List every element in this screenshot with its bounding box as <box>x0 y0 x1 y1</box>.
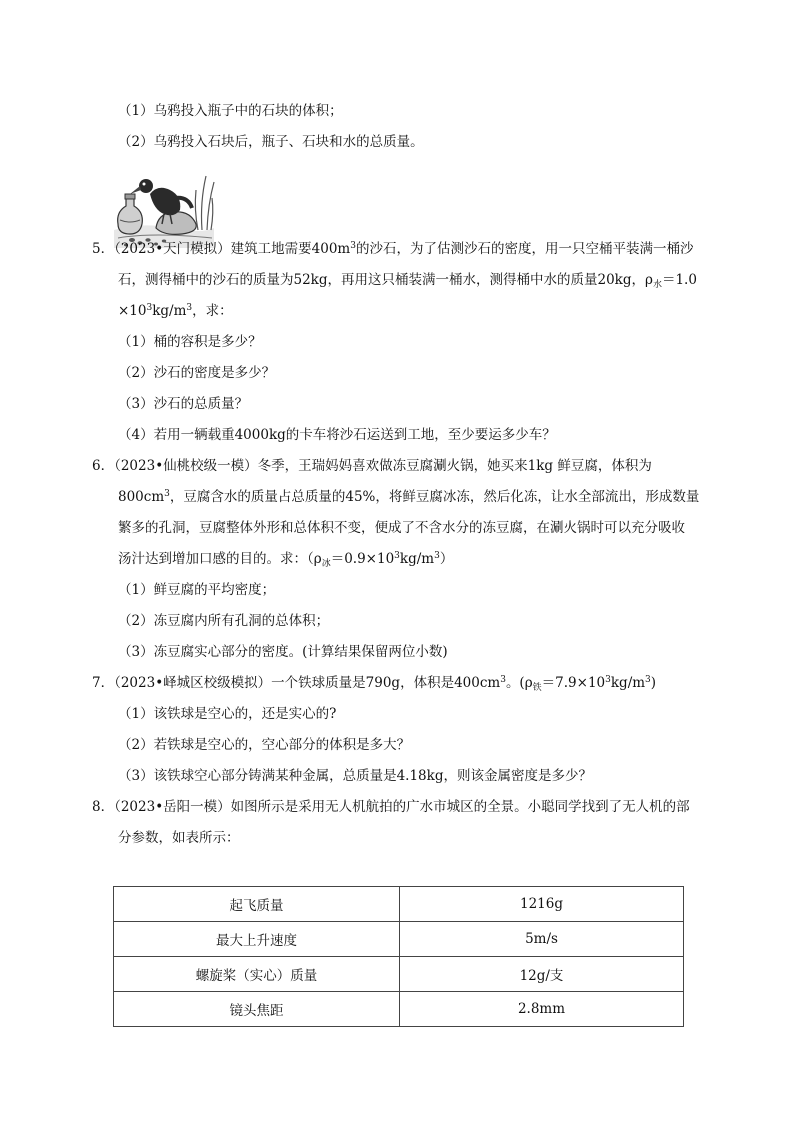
param-value: 5m/s <box>400 922 684 957</box>
q7-line-1: 7．（2023•峄城区校级模拟）一个铁球质量是790g，体积是$400cm^3$。$(\rho_铁=7.9\times 10^3kg/m^3)$ <box>92 675 657 693</box>
q5-line-3: $\times 10^3kg/m^3$，求： <box>118 303 233 319</box>
q7-subquestion-2: （2）若铁球是空心的，空心部分的体积是多大？ <box>118 737 411 753</box>
q6-subquestion-3: （3）冻豆腐实心部分的密度。(计算结果保留两位小数) <box>118 644 448 660</box>
crow-subquestion-1: （1）乌鸦投入瓶子中的石块的体积； <box>118 103 343 119</box>
param-value: 12g/支 <box>400 957 684 992</box>
q6-line-1: 6．（2023•仙桃校级一模）冬季，王瑞妈妈喜欢做冻豆腐涮火锅，她买来1kg 鲜豆腐，体积为 <box>92 458 652 474</box>
q5-subquestion-2: （2）沙石的密度是多少？ <box>118 365 276 381</box>
q7-subquestion-1: （1）该铁球是空心的，还是实心的? <box>118 706 337 722</box>
table-row <box>114 887 684 922</box>
table-row <box>114 922 684 957</box>
param-value: 2.8mm <box>400 992 684 1027</box>
param-name: 螺旋桨（实心）质量 <box>114 957 400 992</box>
q6-subquestion-2: （2）冻豆腐内所有孔洞的总体积； <box>118 613 330 629</box>
q5-line-1: 5．（2023•天门模拟）建筑工地需要$400m^3$的沙石，为了估测沙石的密度，用一只空桶平装满一桶沙 <box>92 241 694 257</box>
q6-subquestion-1: （1）鲜豆腐的平均密度； <box>118 582 276 598</box>
q7-subquestion-3: （3）该铁球空心部分铸满某种金属，总质量是4.18kg，则该金属密度是多少？ <box>118 768 592 784</box>
table-row <box>114 957 684 992</box>
param-value: 1216g <box>400 887 684 922</box>
q6-line-2: $800cm^3$，豆腐含水的质量占总质量的45%，将鲜豆腐冰冻，然后化冻，让水全部流出，形成数量 <box>118 489 700 505</box>
crow-and-bottle-illustration <box>112 168 216 248</box>
crow-subquestion-2: （2）乌鸦投入石块后，瓶子、石块和水的总质量。 <box>118 134 424 150</box>
drone-parameters-table <box>113 886 684 1027</box>
param-name: 最大上升速度 <box>114 922 400 957</box>
param-name: 起飞质量 <box>114 887 400 922</box>
param-name: 镜头焦距 <box>114 992 400 1027</box>
q8-line-1: 8．（2023•岳阳一模）如图所示是采用无人机航拍的广水市城区的全景。小聪同学找到了无人机的部 <box>92 799 690 815</box>
q5-subquestion-4: （4）若用一辆载重4000kg的卡车将沙石运送到工地，至少要运多少车？ <box>118 427 556 443</box>
q6-line-4: 汤汁达到增加口感的目的。求：$(\rho_冰=0.9\times 10^3kg/m^3)$ <box>118 551 454 569</box>
q8-line-2: 分参数，如表所示： <box>118 830 240 846</box>
q5-line-2: 石，测得桶中的沙石的质量为52kg，再用这只桶装满一桶水，测得桶中水的质量20kg，$\rho_水=1.0$ <box>118 272 697 290</box>
q6-line-3: 繁多的孔洞，豆腐整体外形和总体积不变，便成了不含水分的冻豆腐，在涮火锅时可以充分吸收 <box>118 520 685 536</box>
table-row <box>114 992 684 1027</box>
q5-subquestion-3: （3）沙石的总质量？ <box>118 396 249 412</box>
q5-subquestion-1: （1）桶的容积是多少？ <box>118 334 262 350</box>
